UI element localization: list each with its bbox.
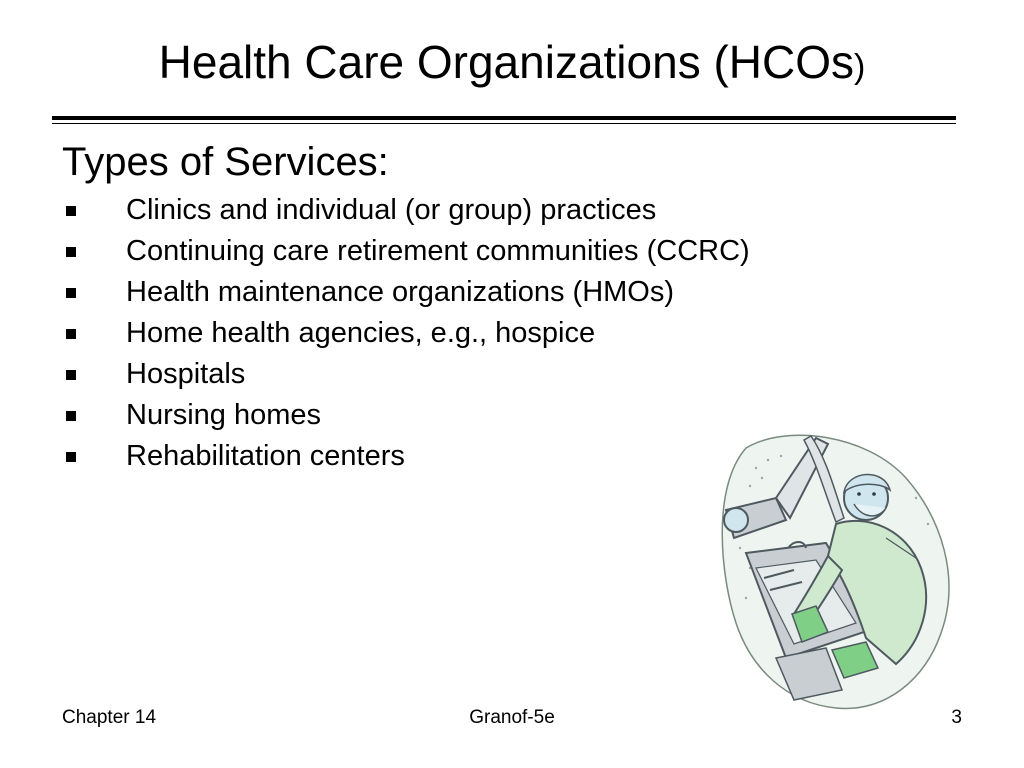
square-bullet-icon bbox=[66, 411, 76, 421]
footer-page-number: 3 bbox=[951, 707, 962, 728]
list-item-text: Continuing care retirement communities (CCRC) bbox=[126, 235, 750, 267]
list-item-text: Clinics and individual (or group) practices bbox=[126, 194, 657, 226]
list-item-text: Nursing homes bbox=[126, 399, 322, 431]
square-bullet-icon bbox=[66, 247, 76, 257]
square-bullet-icon bbox=[66, 452, 76, 462]
footer-source: Granof-5e bbox=[469, 707, 555, 728]
square-bullet-icon bbox=[66, 288, 76, 298]
surgeon-clipart-icon bbox=[716, 428, 956, 713]
square-bullet-icon bbox=[66, 329, 76, 339]
square-bullet-icon bbox=[66, 206, 76, 216]
footer-chapter: Chapter 14 bbox=[62, 707, 157, 728]
list-item-text: Rehabilitation centers bbox=[126, 440, 405, 472]
list-item-text: Home health agencies, e.g., hospice bbox=[126, 317, 596, 349]
slide-title bbox=[0, 32, 1024, 97]
title-divider-thin bbox=[52, 123, 956, 124]
title-divider-thick bbox=[52, 116, 956, 120]
slide-title-main: Health Care Organizations (HCOs bbox=[158, 36, 855, 88]
section-heading: Types of Services: bbox=[62, 140, 389, 184]
list-item-text: Hospitals bbox=[126, 358, 246, 390]
slide-title-closing-paren: ) bbox=[854, 48, 866, 86]
square-bullet-icon bbox=[66, 370, 76, 380]
list-item-text: Health maintenance organizations (HMOs) bbox=[126, 276, 675, 308]
